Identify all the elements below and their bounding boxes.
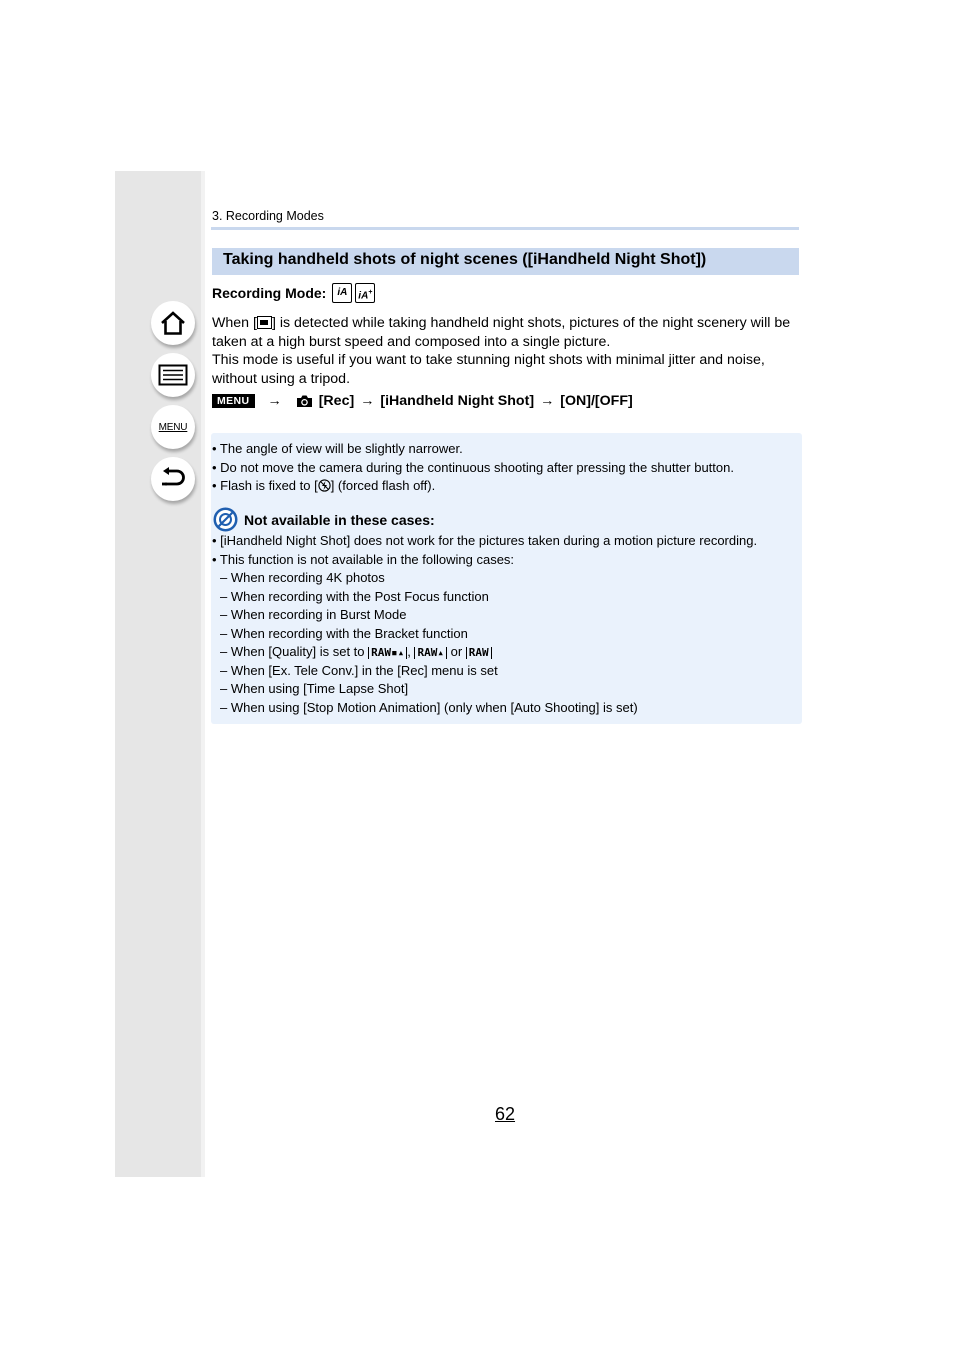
intelligent-auto-plus-icon: iA+ bbox=[355, 283, 375, 303]
breadcrumb: 3. Recording Modes bbox=[212, 209, 324, 223]
raw-fine-icon: RAW▪▴ bbox=[368, 647, 407, 659]
home-button[interactable] bbox=[151, 301, 195, 345]
list-item: – When using [Time Lapse Shot] bbox=[220, 681, 409, 696]
list-item: – When recording with the Post Focus function bbox=[220, 588, 489, 604]
raw-only-icon: RAW bbox=[466, 647, 492, 659]
contents-button[interactable] bbox=[151, 353, 195, 397]
notes-list bbox=[212, 440, 802, 496]
intelligent-auto-icon: iA bbox=[332, 283, 352, 303]
not-available-header bbox=[213, 507, 435, 532]
list-item: • [iHandheld Night Shot] does not work for the pictures taken during a motion picture recording. bbox=[212, 533, 758, 548]
sidebar-edge bbox=[201, 171, 205, 1177]
flash-off-icon bbox=[318, 479, 331, 492]
description-paragraph-2: This mode is useful if you want to take stunning night shots with minimal jitter and noise, without using a tripod. bbox=[212, 352, 765, 387]
arrow-2: → bbox=[360, 393, 375, 409]
not-available-icon bbox=[213, 507, 238, 532]
section-title: Taking handheld shots of night scenes ([iHandheld Night Shot]) bbox=[212, 248, 799, 275]
arrow-3: → bbox=[540, 393, 555, 409]
description-paragraph-1: When [ ] is detected while taking handheld night shots, pictures of the night scenery will be taken at a high burst speed and composed into a single picture. bbox=[212, 315, 791, 350]
note-item: • Do not move the camera during the continuous shooting after pressing the shutter button. bbox=[212, 459, 734, 475]
list-item: – When [Quality] is set to RAW▪▴ , RAW▴ or RAW bbox=[212, 643, 802, 662]
home-icon bbox=[159, 310, 187, 336]
back-button[interactable] bbox=[151, 457, 195, 501]
note-item: • The angle of view will be slightly narrower. bbox=[212, 441, 463, 456]
recording-mode-label: Recording Mode: bbox=[212, 285, 327, 301]
not-available-list bbox=[212, 532, 802, 717]
menu-item: [iHandheld Night Shot] bbox=[380, 393, 535, 409]
description bbox=[212, 314, 802, 388]
menu-path bbox=[212, 393, 633, 409]
list-item: – When recording in Burst Mode bbox=[220, 607, 407, 622]
back-arrow-icon bbox=[159, 466, 187, 492]
menu-button[interactable] bbox=[151, 405, 195, 449]
list-icon bbox=[158, 364, 188, 386]
menu-badge: MENU bbox=[212, 394, 255, 408]
camera-icon bbox=[296, 394, 313, 408]
note-item: • Flash is fixed to [ ] (forced flash off). bbox=[212, 478, 436, 494]
menu-values: [ON]/[OFF] bbox=[560, 393, 633, 409]
handheld-night-scene-icon bbox=[257, 316, 272, 329]
list-item: – When [Ex. Tele Conv.] in the [Rec] menu is set bbox=[220, 662, 498, 678]
list-item: – When recording 4K photos bbox=[220, 570, 385, 585]
recording-mode bbox=[212, 283, 375, 303]
list-item: – When using [Stop Motion Animation] (only when [Auto Shooting] is set) bbox=[220, 699, 638, 715]
list-item: – When recording with the Bracket function bbox=[220, 625, 468, 641]
arrow-1: → bbox=[267, 393, 282, 409]
not-available-title: Not available in these cases: bbox=[244, 511, 435, 528]
header-rule bbox=[211, 227, 799, 230]
page-number[interactable]: 62 bbox=[495, 1104, 516, 1124]
raw-standard-icon: RAW▴ bbox=[414, 647, 447, 659]
menu-label: MENU bbox=[158, 421, 188, 433]
list-item: • This function is not available in the following cases: bbox=[212, 551, 515, 567]
menu-rec: [Rec] bbox=[318, 393, 355, 409]
